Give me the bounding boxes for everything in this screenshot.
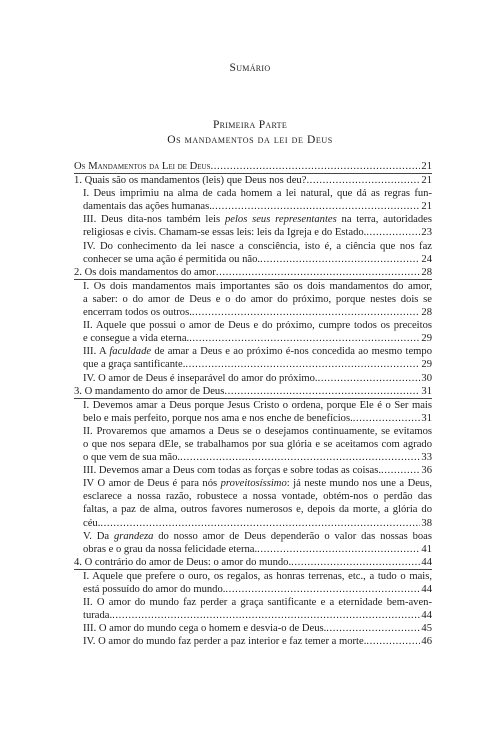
part-title: Primeira Parte — [212, 119, 288, 131]
toc-section-1[interactable] — [74, 174, 432, 187]
toc-page-number: 41 — [421, 543, 432, 555]
toc-item[interactable]: IV O amor de Deus é para nós proveitosíssimo: já neste mundo nos une a Deus, esclarece a nossa razão, robustece a nossa vontade, obtém-nos o perdão das faltas, a paz de alma, outros favores numerosos e, depois da morte, a glória do céu. ..... 38 — [74, 477, 432, 529]
toc-section-label: 4. O contrário do amor de Deus: o amor do mundo. — [74, 556, 292, 568]
toc-item[interactable]: I. Devemos amar a Deus porque Jesus Cristo o ordena, porque Ele é o Ser mais belo e mais perfeito, porque nos ama e nos enche de benefícios. ..... 31 — [74, 399, 432, 425]
toc-section-label: 3. O mandamento do amor de Deus — [74, 385, 225, 397]
toc-item[interactable]: III. Deus dita-nos também leis pelos seus representantes na terra, autoridades religiosas e civis. Chamam-se essas leis: leis da Igreja e do Estado. ..... 23 — [74, 213, 432, 239]
toc-page-number: 29 — [421, 359, 432, 371]
toc-page-number: 23 — [421, 227, 432, 239]
toc-item[interactable]: IV. O amor do mundo faz perder a paz interior e faz temer a morte. ..... 46 — [74, 635, 432, 648]
toc-section-label: 2. Os dois mandamentos do amor — [74, 266, 216, 278]
toc-page-number: 46 — [421, 636, 432, 648]
toc-page-number: 30 — [421, 372, 432, 384]
toc-page-number: 38 — [421, 517, 432, 529]
toc-item[interactable]: II. Provaremos que amamos a Deus se o desejamos continuamente, se evitamos o que nos separa dEle, se trabalhamos por sua glória e se aceitamos com agrado o que vem de sua mão. ..... 33 — [74, 425, 432, 464]
toc-page-number: 36 — [421, 465, 432, 477]
toc-item[interactable]: V. Da grandeza do nosso amor de Deus dependerão o valor das nossas boas obras e o grau da nossa felicidade eterna. ..... 41 — [74, 530, 432, 556]
toc-page-number: 31 — [421, 385, 432, 397]
toc-page-number: 45 — [421, 623, 432, 635]
toc-item[interactable]: II. O amor do mundo faz perder a graça santificante e a eternidade bem-aven- turada. ..... 44 — [74, 596, 432, 622]
toc-page-number: 29 — [421, 333, 432, 345]
table-of-contents — [74, 160, 432, 648]
toc-item[interactable]: IV. Do conhecimento da lei nasce a consciência, isto é, a ciência que nos faz conhecer se uma ação é permitida ou não. ..... 24 — [74, 240, 432, 266]
toc-item[interactable]: I. Deus imprimiu na alma de cada homem a lei natural, que dá as regras fun- damentais das ações humanas. ..... 21 — [74, 187, 432, 213]
toc-page-number: 24 — [421, 253, 432, 265]
toc-item[interactable]: IV. O amor de Deus é inseparável do amor do próximo. ..... 30 — [74, 372, 432, 385]
toc-page-number: 31 — [421, 412, 432, 424]
toc-page-number: 28 — [421, 307, 432, 319]
toc-page-number: 21 — [421, 175, 432, 187]
toc-item[interactable]: I. Os dois mandamentos mais importantes são os dois mandamentos do amor, a saber: o do amor de Deus e o do amor do próximo, porque nestes dois se encerram todos os outros. ..... 28 — [74, 280, 432, 319]
page-title: Sumário — [229, 62, 271, 74]
part-subtitle: Os mandamentos da lei de Deus — [167, 134, 333, 146]
toc-page-number: 44 — [421, 556, 432, 568]
toc-item[interactable]: III. Devemos amar a Deus com todas as forças e sobre todas as coisas. ..... 36 — [74, 464, 432, 477]
toc-main-entry[interactable] — [74, 160, 432, 174]
toc-section-4[interactable] — [74, 556, 432, 570]
toc-item[interactable]: III. O amor do mundo cega o homem e desvia-o de Deus. ..... 45 — [74, 622, 432, 635]
toc-page-number: 33 — [421, 452, 432, 464]
toc-item[interactable]: I. Aquele que prefere o ouro, os regalos, as honras terrenas, etc., a tudo o mais, está possuído do amor do mundo. ..... 44 — [74, 570, 432, 596]
toc-page-number: 21 — [421, 161, 432, 172]
toc-main-label: Os Mandamentos da Lei de Deus — [74, 161, 211, 172]
toc-page-number: 44 — [421, 584, 432, 595]
toc-page-number: 44 — [421, 610, 432, 622]
toc-page-number: 21 — [421, 201, 432, 213]
toc-page-number: 28 — [421, 266, 432, 278]
toc-section-2[interactable] — [74, 266, 432, 280]
toc-section-3[interactable] — [74, 385, 432, 399]
toc-item[interactable]: II. Aquele que possui o amor de Deus e do próximo, cumpre todos os preceitos e consegue a vida eterna. ..... 29 — [74, 319, 432, 345]
toc-item[interactable]: III. A faculdade de amar a Deus e ao próximo é-nos concedida ao mesmo tempo que a graça santificante. ..... 29 — [74, 345, 432, 371]
toc-section-label: 1. Quais são os mandamentos (leis) que Deus nos deu? — [74, 175, 307, 187]
